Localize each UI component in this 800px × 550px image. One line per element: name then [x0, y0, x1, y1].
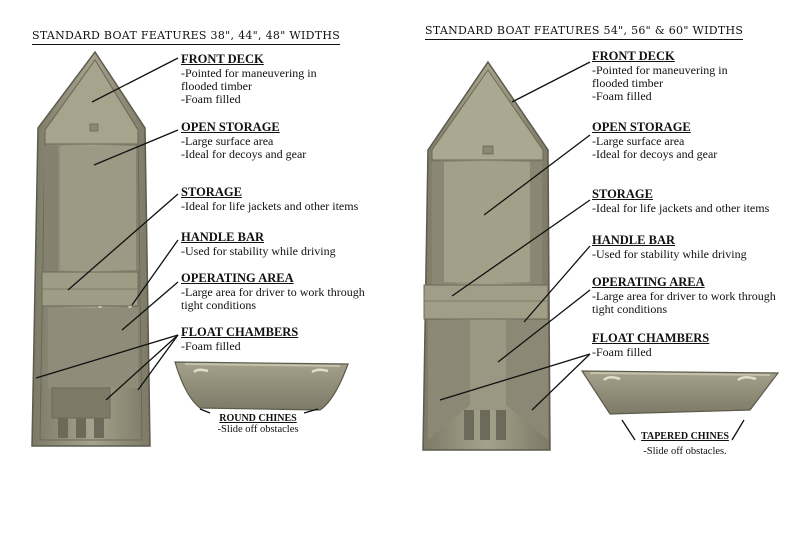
left-label-float-chambers [181, 326, 298, 353]
label-line: -Foam filled [592, 345, 652, 359]
left-panel-title: STANDARD BOAT FEATURES 38", 44", 48" WIDTHS [32, 29, 341, 42]
left-label-front-deck [181, 53, 317, 106]
label-line: -Large area for driver to work through [181, 285, 365, 299]
label-line: -Large surface area [592, 134, 685, 148]
label-line: -Ideal for life jackets and other items [592, 201, 770, 215]
label-line: -Foam filled [592, 89, 652, 103]
right-label-handle-bar [592, 234, 747, 261]
label-heading: FLOAT CHAMBERS [592, 331, 710, 345]
chine-desc: -Slide off obstacles. [643, 446, 727, 457]
right-label-front-deck [592, 50, 728, 103]
chine-desc: -Slide off obstacles [217, 424, 299, 435]
label-line: -Used for stability while driving [592, 247, 747, 261]
label-heading: OPEN STORAGE [181, 120, 280, 134]
label-line: tight conditions [181, 298, 256, 312]
label-heading: FRONT DECK [181, 52, 264, 66]
left-label-handle-bar [181, 231, 336, 258]
label-line: -Pointed for maneuvering in [181, 66, 317, 80]
label-line: -Large surface area [181, 134, 274, 148]
label-line: -Used for stability while driving [181, 244, 336, 258]
label-heading: OPERATING AREA [592, 275, 705, 289]
left-label-open-storage [181, 121, 306, 161]
right-boat-top-view [423, 62, 550, 450]
label-line: -Foam filled [181, 339, 241, 353]
right-label-operating-area [592, 276, 776, 316]
label-line: -Ideal for decoys and gear [592, 147, 718, 161]
left-boat-top-view [32, 52, 150, 446]
label-line: -Ideal for decoys and gear [181, 147, 307, 161]
label-heading: OPERATING AREA [181, 271, 294, 285]
right-label-storage [592, 188, 769, 215]
right-boat-side-view [582, 371, 778, 414]
label-line: tight conditions [592, 302, 667, 316]
label-heading: HANDLE BAR [592, 233, 675, 247]
label-heading: OPEN STORAGE [592, 120, 691, 134]
label-line: -Ideal for life jackets and other items [181, 199, 359, 213]
chine-heading: TAPERED CHINES [641, 431, 729, 442]
label-line: flooded timber [181, 79, 252, 93]
right-panel-title: STANDARD BOAT FEATURES 54", 56" & 60" WIDTHS [425, 24, 744, 37]
label-line: -Large area for driver to work through [592, 289, 776, 303]
right-label-float-chambers [592, 332, 709, 359]
label-heading: STORAGE [592, 187, 653, 201]
right-chine-caption [620, 431, 750, 457]
label-line: -Pointed for maneuvering in [592, 63, 728, 77]
right-label-open-storage [592, 121, 717, 161]
chine-heading: ROUND CHINES [219, 413, 297, 424]
label-heading: STORAGE [181, 185, 242, 199]
left-chine-caption [210, 413, 306, 435]
left-label-storage [181, 186, 358, 213]
label-heading: FLOAT CHAMBERS [181, 325, 299, 339]
label-line: flooded timber [592, 76, 663, 90]
label-heading: FRONT DECK [592, 49, 675, 63]
label-line: -Foam filled [181, 92, 241, 106]
label-heading: HANDLE BAR [181, 230, 264, 244]
left-label-operating-area [181, 272, 365, 312]
left-boat-side-view [175, 362, 348, 410]
